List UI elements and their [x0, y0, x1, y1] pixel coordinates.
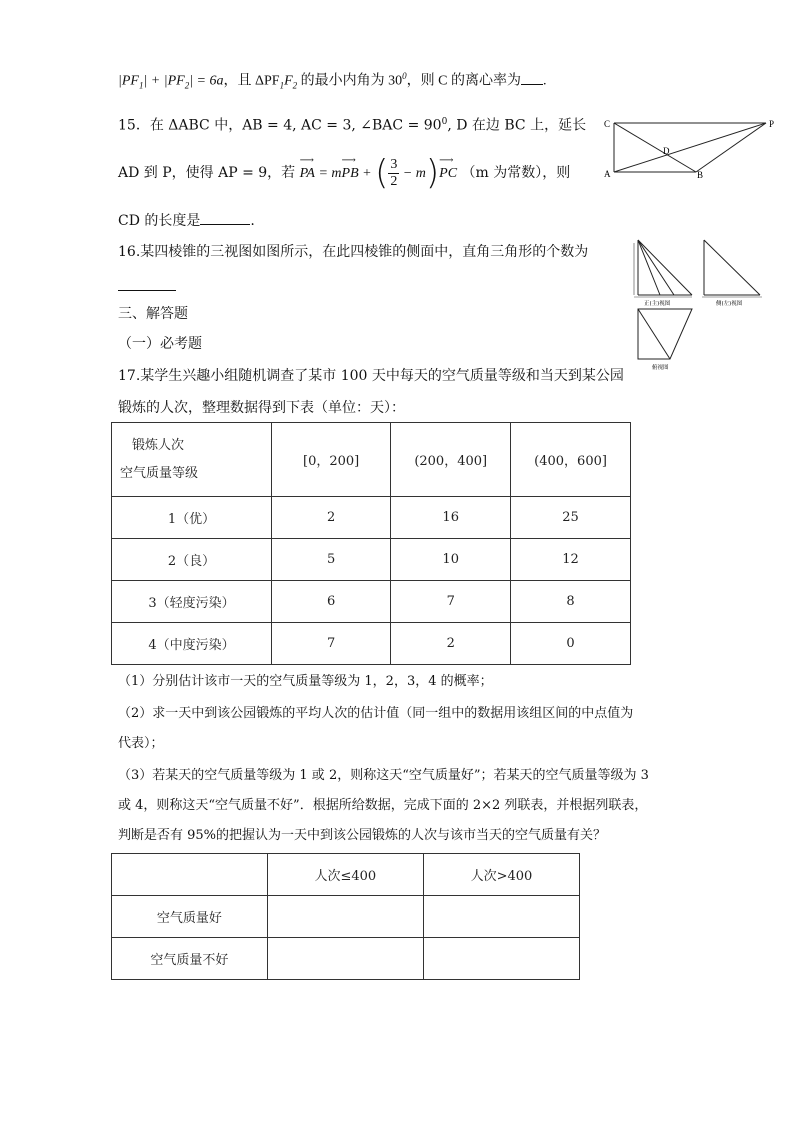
- row-label: 2（良）: [112, 539, 272, 581]
- table-row: [112, 497, 631, 539]
- q14-end: .: [542, 73, 547, 89]
- corner-bottom-label: 空气质量等级: [120, 465, 199, 481]
- q15-answer-blank[interactable]: [200, 210, 250, 225]
- table-cell: 8: [511, 581, 631, 623]
- q15-line2: AD 到 P，使得 AP = 9，若 ⟶ PA = m ⟶ PB + ( $\frac{3}{2}$ − m) ⟶ PC （m 为常数），则: [118, 153, 571, 193]
- front-view-label: 正(主)视图: [644, 301, 671, 307]
- label-p: P: [769, 119, 775, 129]
- row-label: 1（优）: [112, 497, 272, 539]
- fraction-3-over-2: $\frac{3}{2}$: [390, 156, 398, 189]
- q15-text-2-post: （m 为常数），则: [461, 165, 571, 181]
- table-cell: 2: [271, 497, 390, 539]
- air-quality-table: [111, 422, 631, 665]
- row-label: 空气质量好: [112, 896, 268, 938]
- front-view: [634, 240, 692, 307]
- q16-answer-blank-wrap: [118, 276, 176, 291]
- q15-plus: +: [358, 166, 376, 181]
- section-subtitle: （一）必考题: [118, 336, 202, 352]
- q17-intro-2: 锻炼的人次，整理数据得到下表（单位：天）：: [118, 400, 405, 416]
- q17-intro-1: 17.某学生兴趣小组随机调查了某市 100 天中每天的空气质量等级和当天到某公园: [118, 368, 624, 384]
- q15-triangle-figure: [600, 115, 780, 180]
- q14-text-b: | + |PF: [143, 73, 185, 89]
- q15-minus-m: − m: [399, 166, 426, 181]
- segment-bp: [696, 123, 766, 172]
- segment-ap: [614, 123, 766, 172]
- q17-part-2b: 代表）；: [118, 736, 164, 751]
- table-cell: 6: [271, 581, 390, 623]
- table-row: [112, 623, 631, 665]
- answer-cell[interactable]: [267, 896, 423, 938]
- label-c: C: [604, 119, 611, 129]
- answer-cell[interactable]: [423, 896, 579, 938]
- table-cell: 0: [511, 623, 631, 665]
- q14-tail-line: $|PF_1| + |PF_2| = 6a$，且 $\Delta PF_1F_2$ 的最小内角为 $30^0$，则 C 的离心率为 .: [118, 71, 547, 91]
- q14-text-e: F: [284, 73, 293, 89]
- table-cell: 16: [391, 497, 511, 539]
- column-header: [0，200]: [271, 423, 390, 497]
- q15-eq-m: = m: [314, 166, 342, 181]
- row-label: 4（中度污染）: [112, 623, 272, 665]
- corner-top-label: 锻炼人次: [132, 437, 185, 453]
- table-cell: 10: [391, 539, 511, 581]
- three-view-figure: [630, 235, 770, 375]
- section-title: 三、解答题: [118, 306, 188, 322]
- label-d: D: [663, 146, 670, 156]
- row-label: 空气质量不好: [112, 938, 268, 980]
- side-view: [702, 240, 762, 307]
- q15-line1: 15．在 ΔABC 中，AB = 4, AC = 3, ∠BAC = $90^0$, D 在边 BC 上，延长: [118, 117, 587, 134]
- q15-line3: [118, 210, 255, 231]
- table-corner-cell: [112, 423, 272, 497]
- side-view-label: 侧(左)视图: [716, 301, 743, 307]
- vector-pa: ⟶ PA: [299, 155, 315, 181]
- table-row: [112, 539, 631, 581]
- q16-text: [118, 242, 588, 262]
- contingency-table: [111, 853, 580, 980]
- table-cell: 12: [511, 539, 631, 581]
- q16-answer-blank[interactable]: [118, 276, 176, 291]
- q17-part-3b: 或 4，则称这天“空气质量不好”．根据所给数据，完成下面的 2×2 列联表，并根据列联表，: [118, 798, 648, 813]
- table-cell: 7: [271, 623, 390, 665]
- table-row: [112, 896, 580, 938]
- q14-text-c: | = 6a: [189, 73, 224, 89]
- table-row: [112, 581, 631, 623]
- row-label: 3（轻度污染）: [112, 581, 272, 623]
- q14-text-f: 的最小内角为 30: [297, 73, 403, 89]
- q16-question: 16.某四棱锥的三视图如图所示，在此四棱锥的侧面中，直角三角形的个数为: [118, 244, 589, 260]
- q15-text-2-pre: AD 到 P，使得 AP = 9，若: [118, 165, 296, 181]
- table-row: [112, 938, 580, 980]
- answer-cell[interactable]: [267, 938, 423, 980]
- q17-part-1: （1）分别估计该市一天的空气质量等级为 1，2，3，4 的概率；: [118, 674, 493, 689]
- column-header: 人次≤400: [267, 854, 423, 896]
- column-header: (200，400]: [391, 423, 511, 497]
- answer-cell[interactable]: [423, 938, 579, 980]
- top-view-label: 俯视图: [652, 365, 669, 371]
- q15-text-1b: , D 在边 BC 上，延长: [447, 117, 587, 134]
- table-header-row: [112, 423, 631, 497]
- q14-text-d: ，且 ΔPF: [223, 73, 280, 89]
- vector-pb: ⟶ PB: [341, 155, 359, 181]
- segment-cb: [614, 123, 696, 172]
- table-cell: 2: [391, 623, 511, 665]
- q15-end: .: [250, 213, 255, 229]
- q17-part-2a: （2）求一天中到该公园锻炼的平均人次的估计值（同一组中的数据用该组区间的中点值为: [118, 706, 634, 721]
- q15-text-1: 15．在 ΔABC 中，AB = 4, AC = 3, ∠BAC = 90: [118, 117, 442, 134]
- top-view: [638, 309, 692, 371]
- table-cell: 25: [511, 497, 631, 539]
- column-header: (400，600]: [511, 423, 631, 497]
- q15-text-3: CD 的长度是: [118, 213, 201, 229]
- label-b: B: [697, 170, 704, 180]
- q17-part-3a: （3）若某天的空气质量等级为 1 或 2，则称这天“空气质量好”；若某天的空气质量等级为 3: [118, 768, 649, 783]
- q14-text-a: |PF: [118, 73, 139, 89]
- q14-text-g: ，则 C 的离心率为: [406, 73, 521, 89]
- q14-answer-blank[interactable]: [521, 70, 543, 85]
- vector-pc: ⟶ PC: [439, 155, 458, 181]
- table-cell: 7: [391, 581, 511, 623]
- table-cell: 5: [271, 539, 390, 581]
- q17-part-3c: 判断是否有 95%的把握认为一天中到该公园锻炼的人次与该市当天的空气质量有关？: [118, 828, 607, 843]
- label-a: A: [604, 169, 611, 179]
- column-header: 人次>400: [423, 854, 579, 896]
- table-corner-cell: [112, 854, 268, 896]
- table-header-row: [112, 854, 580, 896]
